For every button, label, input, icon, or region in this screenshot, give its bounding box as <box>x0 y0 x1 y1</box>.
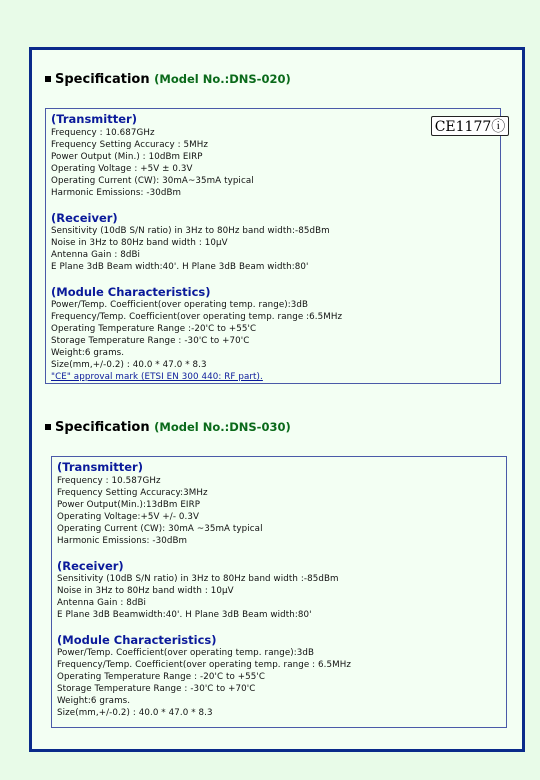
spec2-transmitter-line: Frequency : 10.587GHz <box>57 476 161 486</box>
spec2-model-number: (Model No.:DNS-030) <box>154 420 291 434</box>
ce-mark-logo: CE1177ⓘ <box>431 116 509 136</box>
spec2-receiver-line: Sensitivity (10dB S/N ratio) in 3Hz to 80Hz band width :-85dBm <box>57 574 339 584</box>
spec1-module-line: Operating Temperature Range :-20'C to +55'C <box>51 324 257 334</box>
spec1-receiver-line: Noise in 3Hz to 80Hz band width : 10μV <box>51 238 228 248</box>
spec2-transmitter-line: Frequency Setting Accuracy:3MHz <box>57 488 208 498</box>
spec1-module-line: Weight:6 grams. <box>51 348 125 358</box>
spec1-transmitter-line: Frequency : 10.687GHz <box>51 128 155 138</box>
spec2-module-line: Operating Temperature Range : -20'C to +55'C <box>57 672 266 682</box>
spec1-transmitter-line: Operating Voltage : +5V ± 0.3V <box>51 164 193 174</box>
spec2-module-title: (Module Characteristics) <box>57 633 217 647</box>
spec1-receiver-title: (Receiver) <box>51 211 118 225</box>
spec1-heading-label: Specification <box>55 72 150 87</box>
spec1-receiver-line: E Plane 3dB Beam width:40'. H Plane 3dB Beam width:80' <box>51 262 309 272</box>
spec2-heading-label: Specification <box>55 420 150 435</box>
spec1-transmitter-line: Frequency Setting Accuracy : 5MHz <box>51 140 209 150</box>
spec1-module-title: (Module Characteristics) <box>51 285 211 299</box>
spec2-module-line: Power/Temp. Coefficient(over operating temp. range):3dB <box>57 648 315 658</box>
spec1-module-line: Size(mm,+/-0.2) : 40.0 * 47.0 * 8.3 <box>51 360 207 370</box>
bullet-icon <box>45 76 51 82</box>
spec1-heading <box>45 72 291 87</box>
spec2-module-line: Storage Temperature Range : -30'C to +70'C <box>57 684 256 694</box>
spec2-transmitter-line: Operating Current (CW): 30mA ~35mA typical <box>57 524 263 534</box>
spec1-transmitter-line: Harmonic Emissions: -30dBm <box>51 188 182 198</box>
spec1-module-line: Storage Temperature Range : -30'C to +70'C <box>51 336 250 346</box>
spec1-module-line: Power/Temp. Coefficient(over operating temp. range):3dB <box>51 300 309 310</box>
bullet-icon <box>45 424 51 430</box>
spec2-transmitter-line: Operating Voltage:+5V +/- 0.3V <box>57 512 200 522</box>
spec1-receiver-line: Sensitivity (10dB S/N ratio) in 3Hz to 80Hz band width:-85dBm <box>51 226 330 236</box>
spec2-transmitter-line: Harmonic Emissions: -30dBm <box>57 536 188 546</box>
spec1-transmitter-line: Operating Current (CW): 30mA~35mA typical <box>51 176 254 186</box>
spec2-heading <box>45 420 291 435</box>
spec1-receiver-line: Antenna Gain : 8dBi <box>51 250 141 260</box>
spec2-receiver-title: (Receiver) <box>57 559 124 573</box>
spec2-module-line: Frequency/Temp. Coefficient(over operating temp. range : 6.5MHz <box>57 660 352 670</box>
spec2-receiver-line: E Plane 3dB Beamwidth:40'. H Plane 3dB Beam width:80' <box>57 610 312 620</box>
spec2-module-line: Weight:6 grams. <box>57 696 131 706</box>
spec2-transmitter-line: Power Output(Min.):13dBm EIRP <box>57 500 201 510</box>
spec1-module-line: Frequency/Temp. Coefficient(over operating temp. range :6.5MHz <box>51 312 343 322</box>
spec2-transmitter-title: (Transmitter) <box>57 460 143 474</box>
spec2-module-line: Size(mm,+/-0.2) : 40.0 * 47.0 * 8.3 <box>57 708 213 718</box>
spec1-model-number: (Model No.:DNS-020) <box>154 72 291 86</box>
spec1-box <box>45 108 506 384</box>
spec2-receiver-line: Antenna Gain : 8dBi <box>57 598 147 608</box>
ce-approval-link[interactable]: "CE" approval mark (ETSI EN 300 440: RF part). <box>51 372 263 382</box>
spec2-box <box>51 456 507 728</box>
spec-page-frame <box>29 47 525 752</box>
spec2-receiver-line: Noise in 3Hz to 80Hz band width : 10μV <box>57 586 234 596</box>
spec1-transmitter-line: Power Output (Min.) : 10dBm EIRP <box>51 152 203 162</box>
spec1-transmitter-title: (Transmitter) <box>51 112 137 126</box>
